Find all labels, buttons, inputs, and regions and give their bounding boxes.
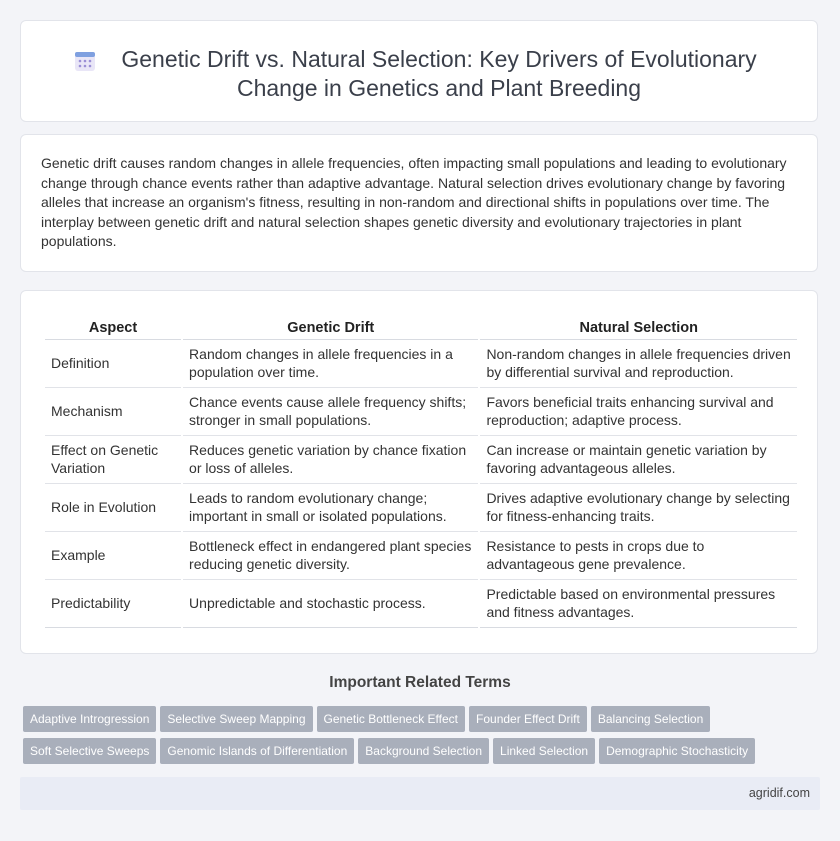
cell-genetic-drift: Bottleneck effect in endangered plant species reducing genetic diversity. — [183, 532, 478, 580]
related-term-tag[interactable]: Balancing Selection — [591, 706, 710, 732]
related-term-tag[interactable]: Selective Sweep Mapping — [160, 706, 312, 732]
title-wrap — [21, 45, 817, 103]
cell-aspect: Mechanism — [45, 388, 181, 436]
related-terms-list — [23, 706, 813, 770]
cell-genetic-drift: Leads to random evolutionary change; important in small or isolated populations. — [183, 484, 478, 532]
cell-genetic-drift: Unpredictable and stochastic process. — [183, 580, 478, 628]
cell-natural-selection: Predictable based on environmental pressures and fitness advantages. — [480, 580, 797, 628]
related-term-tag[interactable]: Adaptive Introgression — [23, 706, 156, 732]
intro-card — [20, 134, 818, 272]
table-row — [45, 532, 797, 580]
header-genetic-drift: Genetic Drift — [183, 315, 478, 340]
comparison-table — [43, 315, 799, 628]
table-row — [45, 436, 797, 484]
cell-genetic-drift: Random changes in allele frequencies in a population over time. — [183, 340, 478, 388]
related-term-tag[interactable]: Genetic Bottleneck Effect — [317, 706, 466, 732]
cell-aspect: Role in Evolution — [45, 484, 181, 532]
table-row — [45, 484, 797, 532]
header-aspect: Aspect — [45, 315, 181, 340]
cell-aspect: Definition — [45, 340, 181, 388]
page-title: Genetic Drift vs. Natural Selection: Key Drivers of Evolutionary Change in Genetics and Plant Breeding — [121, 46, 757, 101]
calendar-icon — [73, 49, 97, 73]
footer — [20, 777, 820, 810]
related-term-tag[interactable]: Demographic Stochasticity — [599, 738, 755, 764]
cell-natural-selection: Non-random changes in allele frequencies driven by differential survival and reproduction. — [480, 340, 797, 388]
cell-aspect: Effect on Genetic Variation — [45, 436, 181, 484]
intro-paragraph: Genetic drift causes random changes in allele frequencies, often impacting small populations and leading to evolutionary change through chance events rather than adaptive advantage. Natural selection drives evolutionary change by favoring alleles that increase an organism's fitness, resulting in non-random and directional shifts in populations over time. The interplay between genetic drift and natural selection shapes genetic diversity and evolutionary trajectories in plant populations. — [41, 155, 787, 249]
cell-aspect: Example — [45, 532, 181, 580]
cell-natural-selection: Favors beneficial traits enhancing survival and reproduction; adaptive process. — [480, 388, 797, 436]
cell-aspect: Predictability — [45, 580, 181, 628]
table-header-row — [45, 315, 797, 340]
cell-natural-selection: Resistance to pests in crops due to advantageous gene prevalence. — [480, 532, 797, 580]
cell-genetic-drift: Chance events cause allele frequency shifts; stronger in small populations. — [183, 388, 478, 436]
cell-genetic-drift: Reduces genetic variation by chance fixation or loss of alleles. — [183, 436, 478, 484]
related-term-tag[interactable]: Background Selection — [358, 738, 489, 764]
related-term-tag[interactable]: Genomic Islands of Differentiation — [160, 738, 354, 764]
related-term-tag[interactable]: Linked Selection — [493, 738, 595, 764]
cell-natural-selection: Can increase or maintain genetic variation by favoring advantageous alleles. — [480, 436, 797, 484]
table-row — [45, 340, 797, 388]
table-row — [45, 580, 797, 628]
table-row — [45, 388, 797, 436]
related-term-tag[interactable]: Founder Effect Drift — [469, 706, 587, 732]
footer-site-link[interactable]: agridif.com — [748, 786, 810, 800]
header-natural-selection: Natural Selection — [480, 315, 797, 340]
cell-natural-selection: Drives adaptive evolutionary change by selecting for fitness-enhancing traits. — [480, 484, 797, 532]
comparison-table-card — [20, 290, 818, 654]
title-card — [20, 20, 818, 122]
related-terms-title: Important Related Terms — [329, 674, 511, 691]
related-term-tag[interactable]: Soft Selective Sweeps — [23, 738, 156, 764]
